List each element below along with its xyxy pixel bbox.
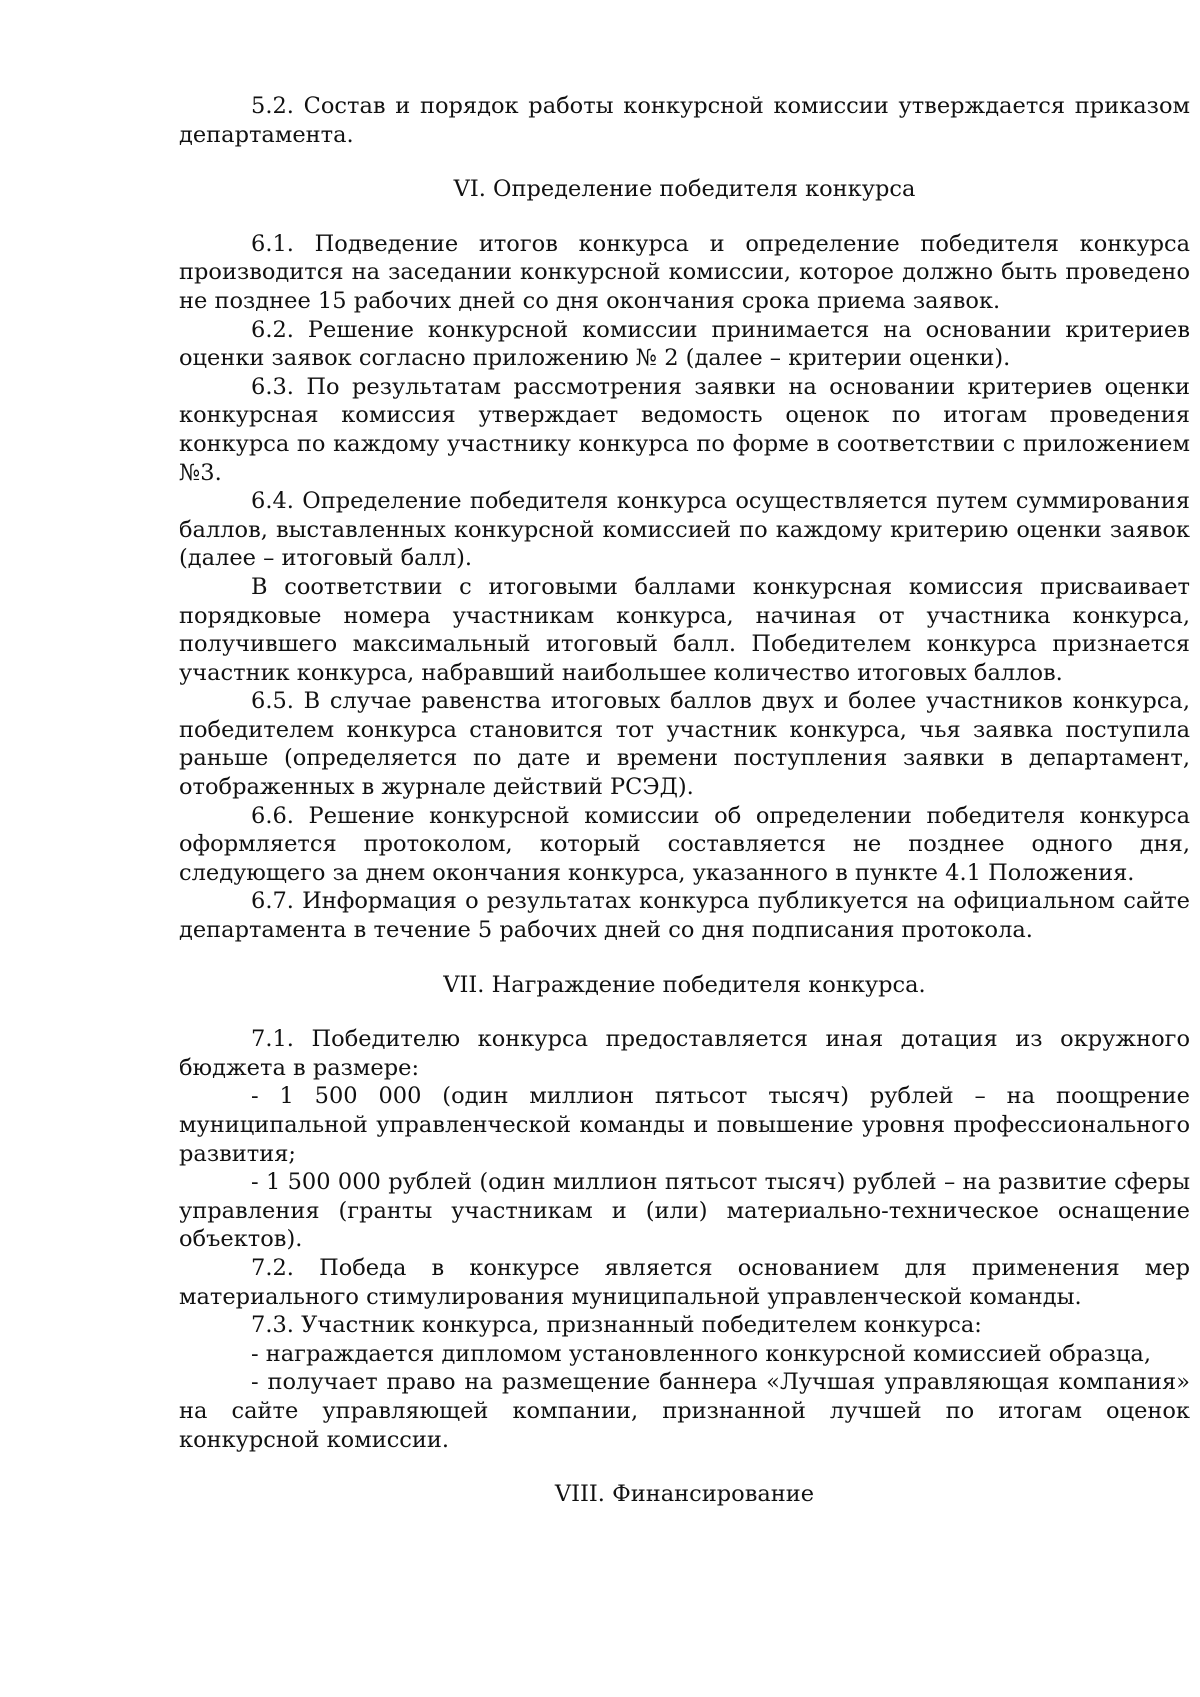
paragraph-7-1: 7.1. Победителю конкурса предоставляется иная дотация из окружного бюджета в размере: [179,1026,1190,1081]
paragraph-6-4-continued: В соответствии с итоговыми баллами конкурсная комиссия присваивает порядковые номера участникам конкурса, начиная от участника конкурса, получившего максимальный итоговый балл. Победителем конкурса признается участник конкурса, набравший наибольшее количество итоговых баллов. [179,573,1190,686]
paragraph-6-3: 6.3. По результатам рассмотрения заявки на основании критериев оценки конкурсная комиссия утверждает ведомость оценок по итогам проведения конкурса по каждому участнику конкурса по форме в соответствии с приложением №3. [179,373,1190,486]
paragraph-7-1-item-a: - 1 500 000 (один миллион пятьсот тысяч) рублей – на поощрение муниципальной управленческой команды и повышение уровня профессионального развития; [179,1083,1190,1167]
paragraph-6-5: 6.5. В случае равенства итоговых баллов двух и более участников конкурса, победителем конкурса становится тот участник конкурса, чья заявка поступила раньше (определяется по дате и времени поступления заявки в департамент, отображенных в журнале действий РСЭД). [179,688,1190,801]
paragraph-7-3: 7.3. Участник конкурса, признанный победителем конкурса: [251,1312,982,1339]
document-body [179,92,1190,1509]
section-heading-vi: VI. Определение победителя конкурса [453,176,916,203]
paragraph-7-3-item-a: - награждается дипломом установленного конкурсной комиссией образца, [251,1340,1151,1367]
paragraph-5-2: 5.2. Состав и порядок работы конкурсной комиссии утверждается приказом департамента. [179,93,1190,148]
paragraph-6-2: 6.2. Решение конкурсной комиссии принимается на основании критериев оценки заявок согласно приложению № 2 (далее – критерии оценки). [179,316,1190,372]
paragraph-7-2: 7.2. Победа в конкурсе является основанием для применения мер материального стимулирования муниципальной управленческой команды. [179,1254,1190,1310]
paragraph-6-7: 6.7. Информация о результатах конкурса публикуется на официальном сайте департамента в течение 5 рабочих дней со дня подписания протокола. [179,888,1190,944]
paragraph-6-4: 6.4. Определение победителя конкурса осуществляется путем суммирования баллов, выставленных конкурсной комиссией по каждому критерию оценки заявок (далее – итоговый балл). [179,488,1190,572]
paragraph-7-1-item-b: - 1 500 000 рублей (один миллион пятьсот тысяч) рублей – на развитие сферы управления (гранты участникам и (или) материально-техническое оснащение объектов). [179,1169,1190,1253]
section-heading-viii: VIII. Финансирование [554,1481,815,1508]
section-heading-vii: VII. Награждение победителя конкурса. [443,971,926,998]
paragraph-6-1: 6.1. Подведение итогов конкурса и определение победителя конкурса производится на заседании конкурсной комиссии, которое должно быть проведено не позднее 15 рабочих дней со дня окончания срока приема заявок. [179,230,1190,314]
paragraph-7-3-item-b: - получает право на размещение баннера «Лучшая управляющая компания» на сайте управляющей компании, признанной лучшей по итогам оценок конкурсной комиссии. [179,1369,1190,1453]
paragraph-6-6: 6.6. Решение конкурсной комиссии об определении победителя конкурса оформляется протоколом, который составляется не позднее одного дня, следующего за днем окончания конкурса, указанного в пункте 4.1 Положения. [179,802,1190,886]
